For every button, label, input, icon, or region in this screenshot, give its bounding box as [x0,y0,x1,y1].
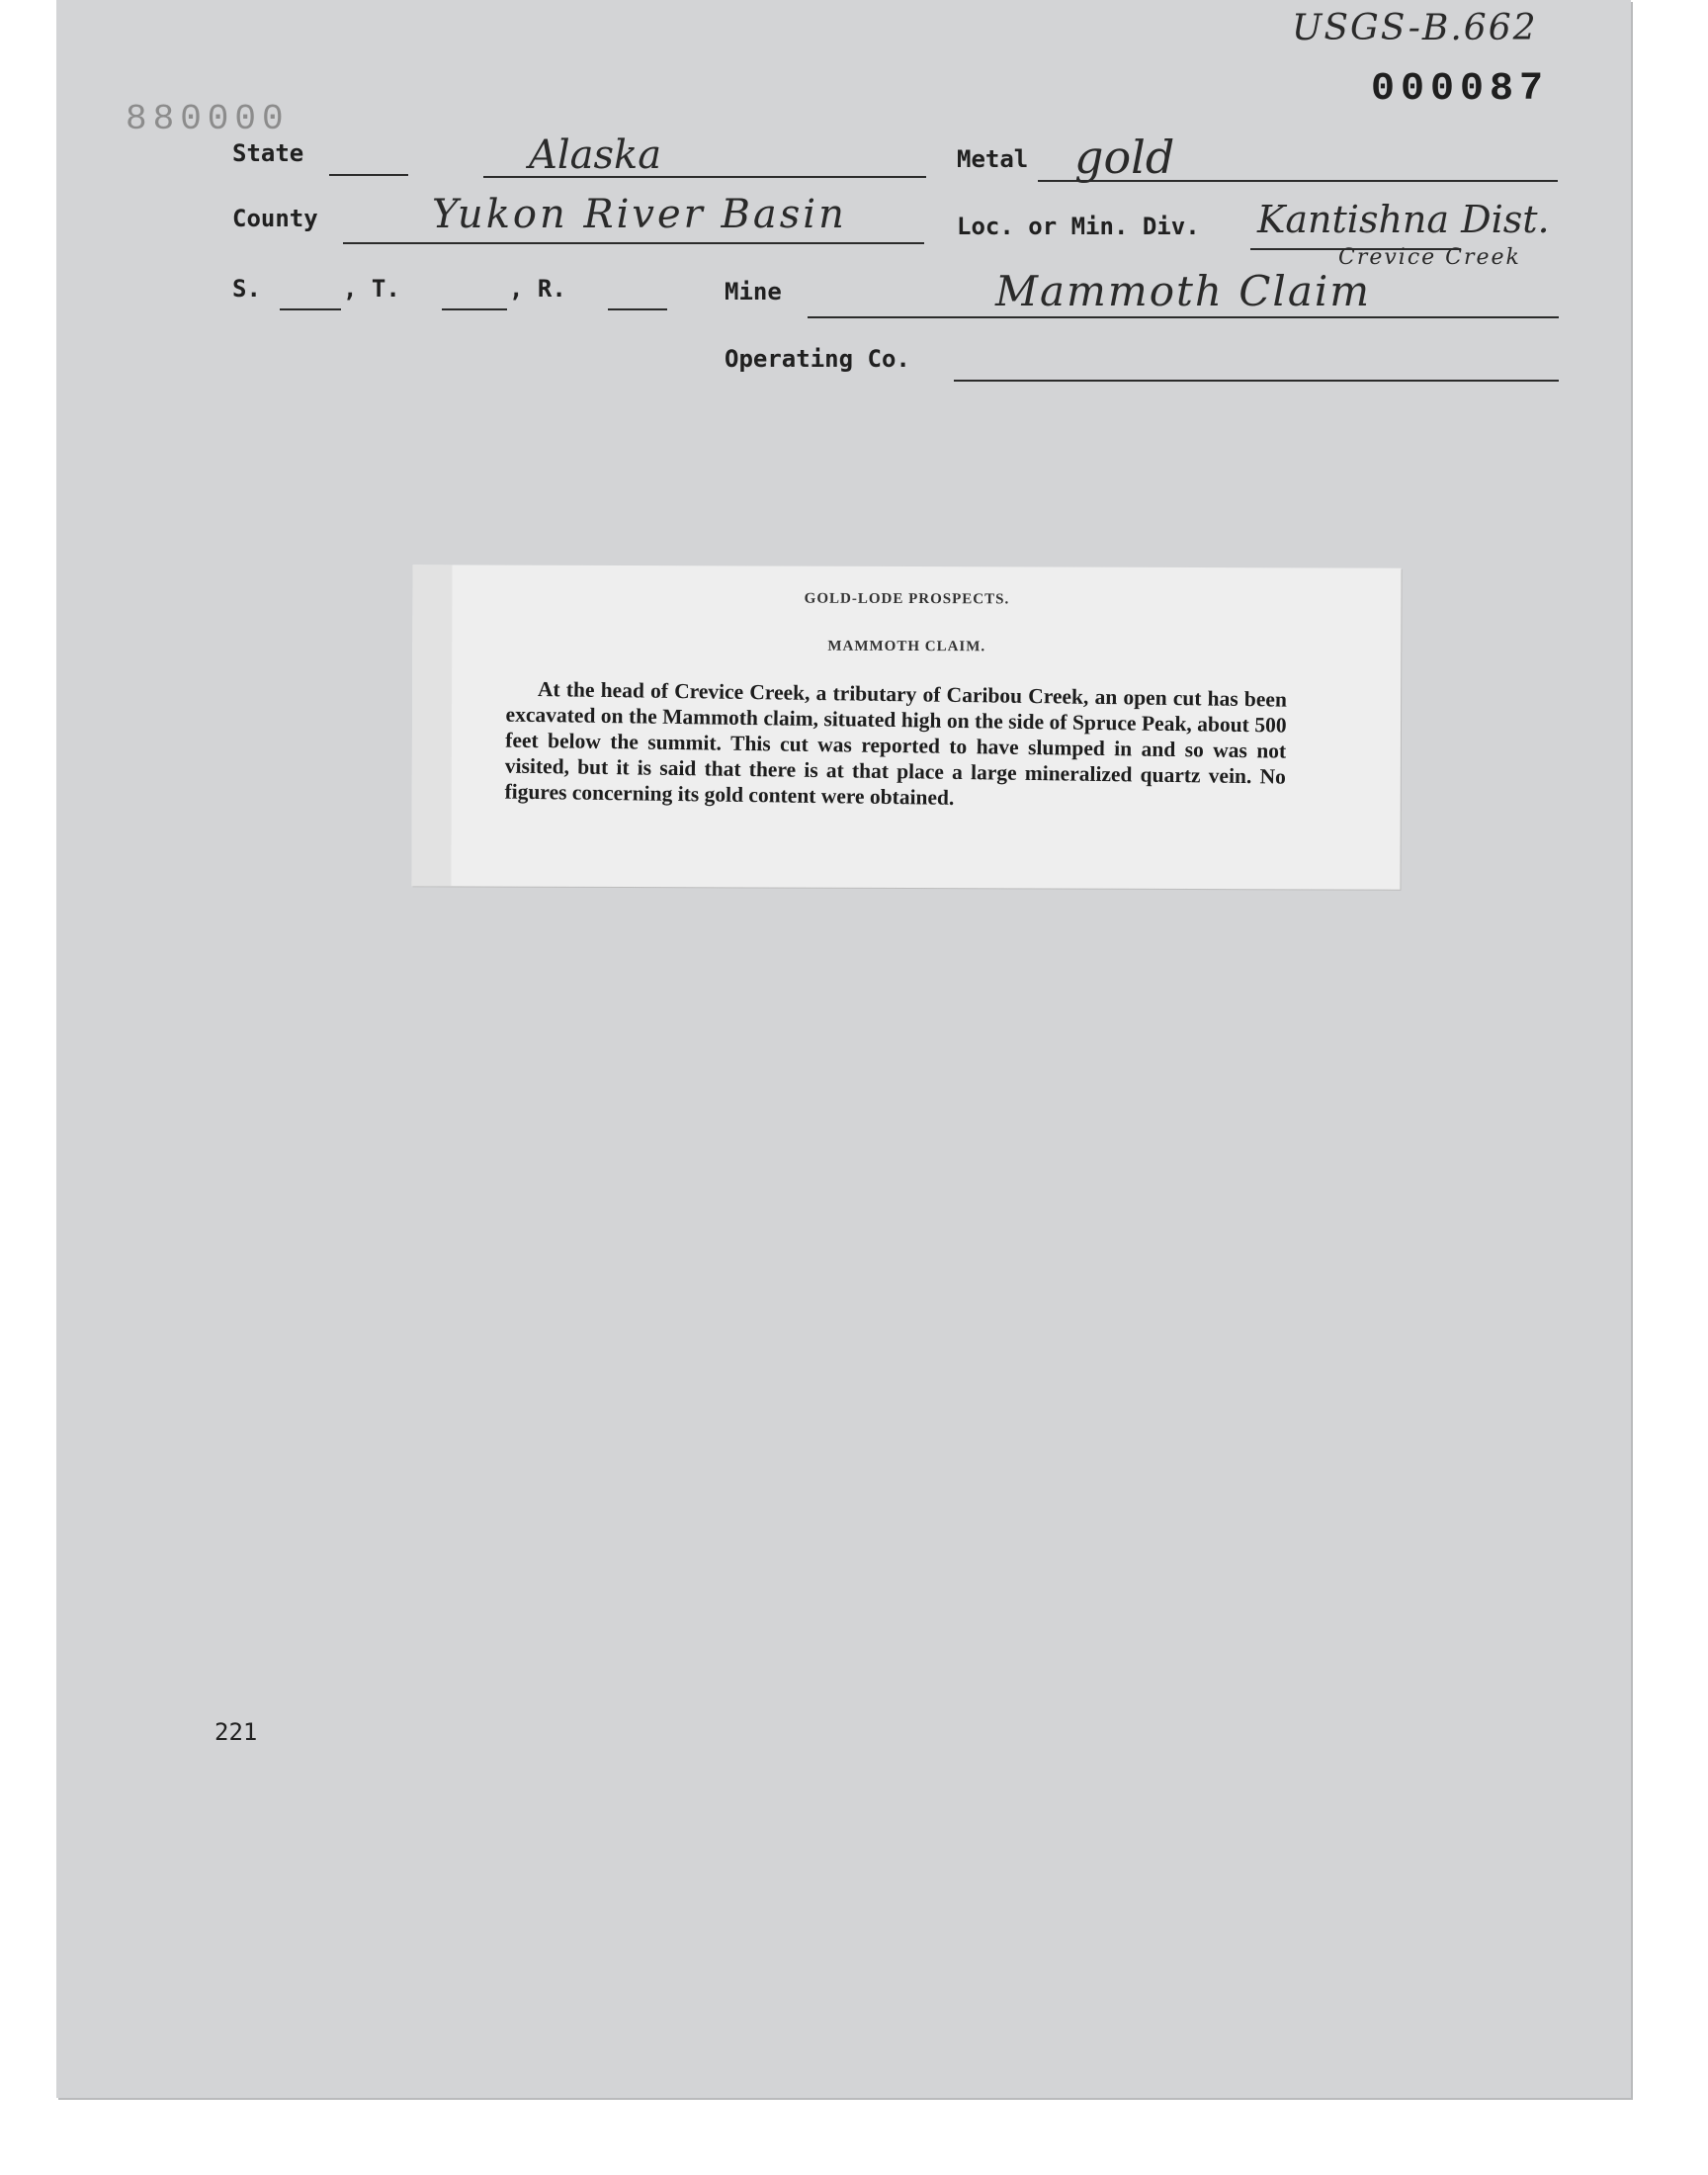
township-line [442,308,507,310]
metal-label: Metal [957,145,1029,173]
state-value: Alaska [529,132,662,178]
state-line-short [329,174,408,176]
county-value: Yukon River Basin [432,192,847,237]
section-line [280,308,341,310]
faded-stamp: 880000 [126,99,290,139]
clipping-paragraph: At the head of Crevice Creek, a tributary of Caribou Creek, an open cut has been excavated on the Mammoth claim, situated high on the side of Spruce Peak, about 500 feet below the summit. This cut was reported to have slumped in and so was not visited, but it is said that there is at that place a large mineralized quartz vein. No figures concerning its gold content were obtained. [504,677,1288,810]
range-line [608,308,667,310]
corner-stamp: 000087 [1371,67,1550,112]
range-label: , R. [509,275,566,303]
clipping-section-heading: GOLD-LODE PROSPECTS. [804,590,1010,608]
page-number: 221 [214,1718,258,1746]
report-clipping [411,565,1401,889]
county-label: County [232,205,318,232]
operating-line [954,380,1559,382]
clipping-title: MAMMOTH CLAIM. [827,638,986,655]
mine-line [808,316,1559,318]
loc-value: Kantishna Dist. [1257,198,1550,241]
clipping-body [504,676,1287,816]
mine-value: Mammoth Claim [995,267,1372,315]
operating-label: Operating Co. [725,345,910,373]
metal-value: gold [1074,130,1175,184]
loc-note: Crevice Creek [1338,245,1521,270]
document-sheet [56,0,1631,2098]
clipping-edge [411,565,452,886]
state-label: State [232,139,304,167]
corner-note: USGS-B.662 [1292,8,1538,48]
township-label: , T. [343,275,400,303]
section-label: S. [232,275,261,303]
county-line [343,242,924,244]
loc-label: Loc. or Min. Div. [957,213,1200,240]
mine-label: Mine [725,278,782,305]
